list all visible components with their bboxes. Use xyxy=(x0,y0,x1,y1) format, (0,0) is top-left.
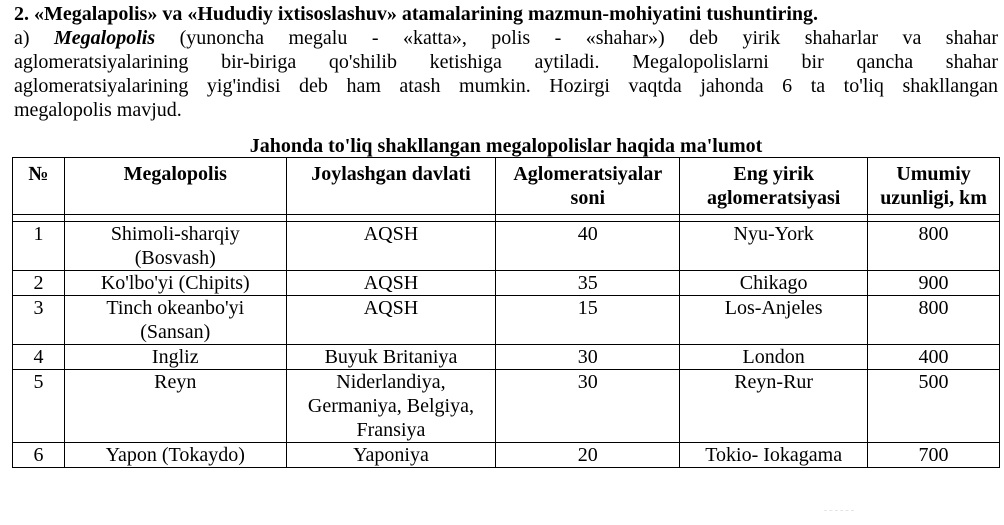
cell-largest-agglomeration: London xyxy=(680,345,868,370)
table-row xyxy=(13,443,1000,468)
cell-agglomeration-count: 20 xyxy=(496,443,680,468)
cell-total-length: 400 xyxy=(868,345,1000,370)
cell-num: 5 xyxy=(13,370,65,443)
cell-num: 6 xyxy=(13,443,65,468)
header-largest-agglomeration: Eng yirik aglomeratsiyasi xyxy=(680,158,868,215)
cell-total-length: 700 xyxy=(868,443,1000,468)
paragraph-line-3: aglomeratsiyalarining yig'indisi deb ham atash mumkin. Hozirgi vaqtda jahonda 6 ta to'liq shakllangan xyxy=(14,75,998,97)
cell-megalopolis: Shimoli-sharqiy (Bosvash) xyxy=(64,222,286,271)
table-header-row xyxy=(13,158,1000,215)
cell-largest-agglomeration: Nyu-York xyxy=(680,222,868,271)
table-row xyxy=(13,345,1000,370)
cell-megalopolis: Tinch okeanbo'yi (Sansan) xyxy=(64,296,286,345)
paragraph-line-4: megalopolis mavjud. xyxy=(14,99,182,121)
cell-country: AQSH xyxy=(286,296,496,345)
cell-megalopolis: Yapon (Tokaydo) xyxy=(64,443,286,468)
table-row xyxy=(13,222,1000,271)
table-row xyxy=(13,370,1000,443)
cell-total-length: 500 xyxy=(868,370,1000,443)
document-page xyxy=(14,2,998,466)
cell-agglomeration-count: 40 xyxy=(496,222,680,271)
cell-num: 3 xyxy=(13,296,65,345)
cell-largest-agglomeration: Los-Anjeles xyxy=(680,296,868,345)
faint-watermark-mark xyxy=(824,510,854,525)
header-country: Joylashgan davlati xyxy=(286,158,496,215)
cell-country: Niderlandiya, Germaniya, Belgiya, Fransiya xyxy=(286,370,496,443)
table-title: Jahonda to'liq shakllangan megalopolislar haqida ma'lumot xyxy=(249,135,763,157)
cell-total-length: 900 xyxy=(868,271,1000,296)
cell-total-length: 800 xyxy=(868,296,1000,345)
cell-largest-agglomeration: Tokio- Iokagama xyxy=(680,443,868,468)
header-megalopolis: Megalopolis xyxy=(64,158,286,215)
header-num: № xyxy=(13,158,65,215)
table-row xyxy=(13,296,1000,345)
term-megalopolis: Megalopolis xyxy=(54,27,156,49)
cell-megalopolis: Reyn xyxy=(64,370,286,443)
cell-agglomeration-count: 30 xyxy=(496,345,680,370)
cell-agglomeration-count: 35 xyxy=(496,271,680,296)
header-total-length: Umumiy uzunligi, km xyxy=(868,158,1000,215)
cell-largest-agglomeration: Reyn-Rur xyxy=(680,370,868,443)
cell-num: 2 xyxy=(13,271,65,296)
cell-agglomeration-count: 15 xyxy=(496,296,680,345)
cell-country: AQSH xyxy=(286,271,496,296)
header-spacer-row xyxy=(13,215,1000,222)
question-heading: 2. «Megalapolis» va «Hududiy ixtisoslashuv» atamalarining mazmun-mohiyatini tushuntiring. xyxy=(14,3,819,25)
cell-num: 1 xyxy=(13,222,65,271)
cell-largest-agglomeration: Chikago xyxy=(680,271,868,296)
cell-country: Yaponiya xyxy=(286,443,496,468)
cell-country: Buyuk Britaniya xyxy=(286,345,496,370)
megalopolis-table xyxy=(12,157,1000,468)
cell-num: 4 xyxy=(13,345,65,370)
cell-megalopolis: Ko'lbo'yi (Chipits) xyxy=(64,271,286,296)
paragraph-line-2: aglomeratsiyalarining bir-biriga qo'shilib ketishiga aytiladi. Megalopolislarni bir qancha shahar xyxy=(14,51,998,73)
table-row xyxy=(13,271,1000,296)
header-agglomeration-count: Aglomeratsiyalar soni xyxy=(496,158,680,215)
cell-total-length: 800 xyxy=(868,222,1000,271)
cell-agglomeration-count: 30 xyxy=(496,370,680,443)
paragraph-prefix: a) xyxy=(14,27,55,49)
paragraph-line-1-text: (yunoncha megalu - «katta», polis - «shahar») deb yirik shaharlar va shahar xyxy=(155,27,998,49)
definition-paragraph xyxy=(14,26,998,122)
paragraph-line-1 xyxy=(14,26,998,50)
cell-megalopolis: Ingliz xyxy=(64,345,286,370)
cell-country: AQSH xyxy=(286,222,496,271)
